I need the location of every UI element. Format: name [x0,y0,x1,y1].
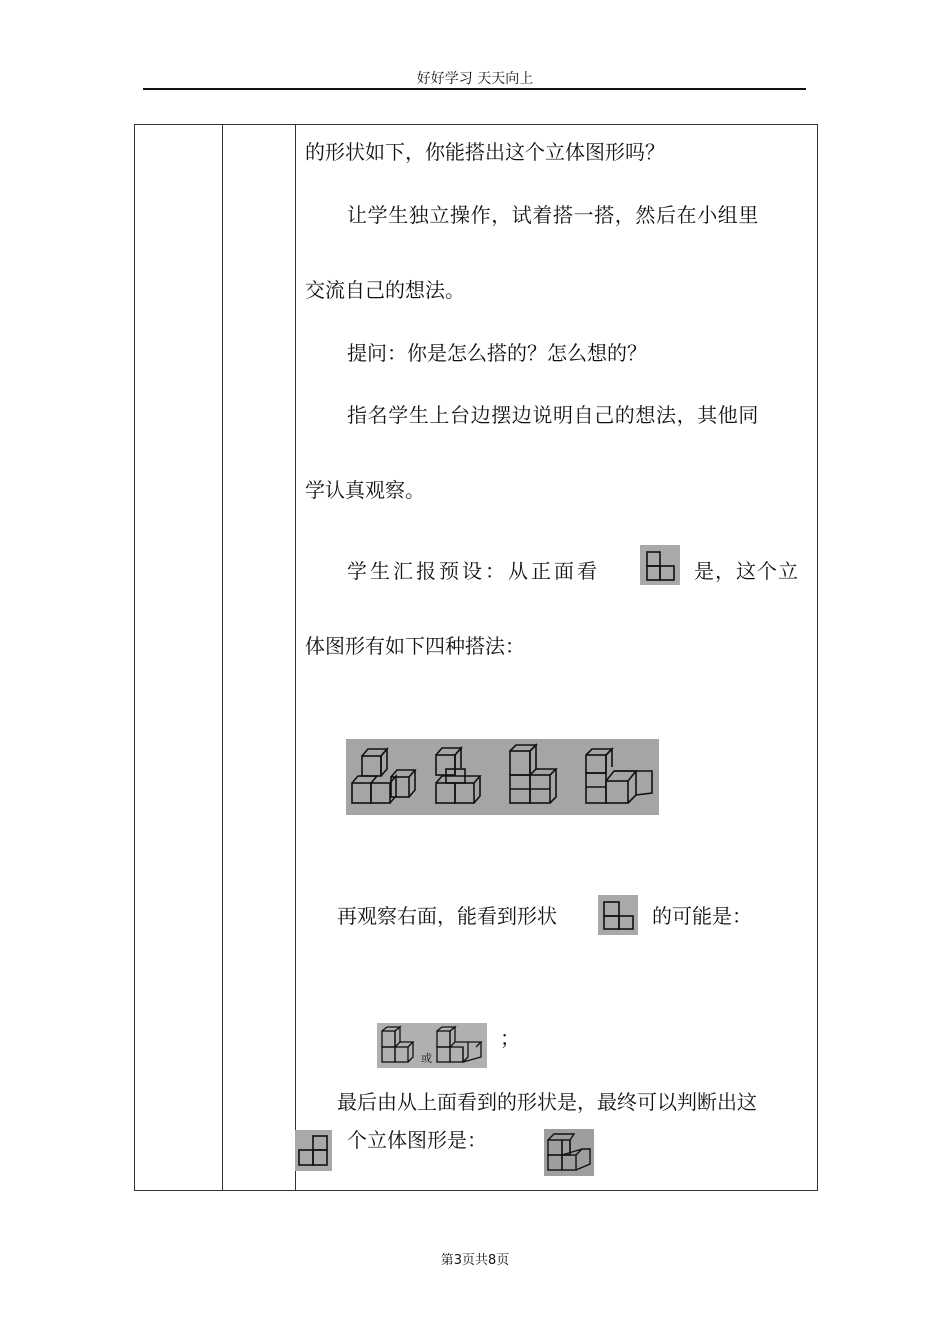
instruction-line-2: 交流自己的想法。 [305,278,465,302]
question-line: 的形状如下，你能搭出这个立体图形吗？ [305,140,665,164]
right-view-line-post: 的可能是： [652,904,752,928]
right-view-icon [598,895,638,935]
final-line-2: 个立体图形是： [347,1128,487,1152]
header-divider [143,88,806,90]
two-options-image [377,1023,487,1068]
final-line-1: 最后由从上面看到的形状是，最终可以判断出这 [337,1090,757,1114]
column-divider-1 [222,125,223,1190]
report-line-pre: 学生汇报预设：从正面看 [347,559,600,583]
report-line-post: 是，这个立 [694,559,799,583]
or-label: 或 [421,1052,432,1065]
front-view-icon [640,545,680,585]
column-divider-2 [295,125,296,1190]
page-footer: 第3页共8页 [440,1253,510,1268]
report-line-2: 体图形有如下四种搭法： [305,634,525,658]
observe-line-2: 学认真观察。 [305,478,425,502]
top-view-icon [295,1130,332,1171]
instruction-line-1: 让学生独立操作，试着搭一搭，然后在小组里 [347,203,759,227]
semicolon-mark: ； [500,1026,520,1050]
page-header: 好好学习 天天向上 [416,71,534,87]
observe-line-1: 指名学生上台边摆边说明自己的想法，其他同 [347,403,759,427]
question-prompt: 提问：你是怎么搭的？怎么想的？ [347,341,647,365]
final-structure-image [544,1129,594,1176]
right-view-line-pre: 再观察右面，能看到形状 [337,904,557,928]
four-structures-image [346,739,659,815]
